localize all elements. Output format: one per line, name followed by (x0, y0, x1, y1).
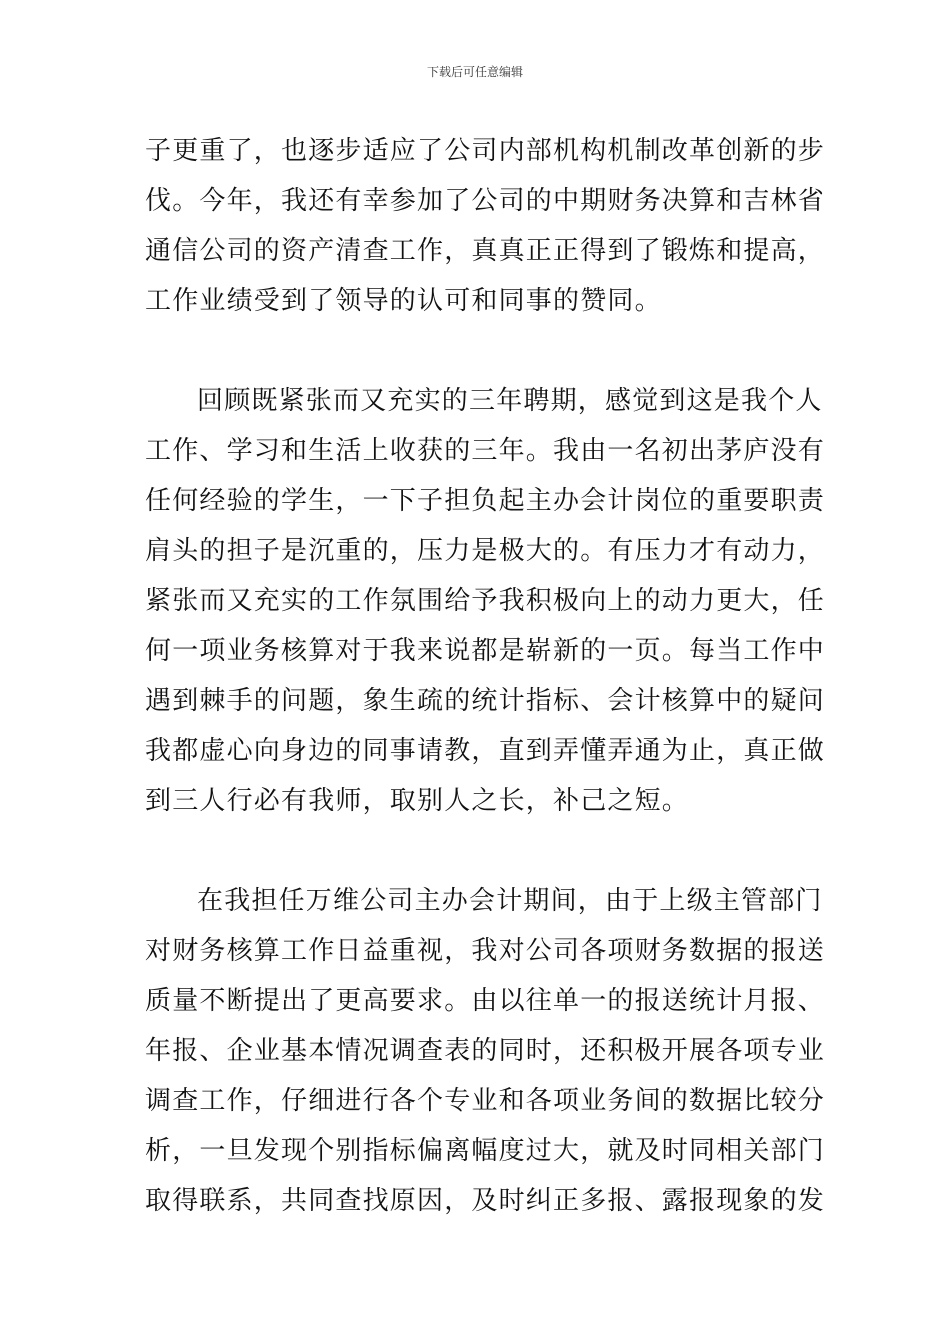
text-line: 紧张而又充实的工作氛围给予我积极向上的动力更大，任 (145, 586, 826, 616)
document-body (145, 126, 826, 1226)
text-line: 工作、学习和生活上收获的三年。我由一名初出茅庐没有 (145, 436, 826, 466)
text-line: 年报、企业基本情况调查表的同时，还积极开展各项专业 (145, 1036, 826, 1066)
text-line: 到三人行必有我师，取别人之长，补己之短。 (145, 786, 690, 816)
text-line: 遇到棘手的问题，象生疏的统计指标、会计核算中的疑问 (145, 686, 826, 716)
text-line: 对财务核算工作日益重视，我对公司各项财务数据的报送 (145, 936, 826, 966)
text-line: 取得联系，共同查找原因，及时纠正多报、露报现象的发 (145, 1186, 826, 1216)
paragraph-spacer (145, 826, 805, 876)
text-line: 肩头的担子是沉重的，压力是极大的。有压力才有动力， (145, 536, 826, 566)
paragraph-3 (145, 876, 826, 1226)
text-line: 子更重了，也逐步适应了公司内部机构机制改革创新的步 (145, 136, 826, 166)
paragraph-2 (145, 376, 826, 826)
text-line: 质量不断提出了更高要求。由以往单一的报送统计月报、 (145, 986, 826, 1016)
text-line: 通信公司的资产清查工作，真真正正得到了锻炼和提高， (145, 236, 826, 266)
text-line: 调查工作，仔细进行各个专业和各项业务间的数据比较分 (145, 1086, 826, 1116)
text-line: 析，一旦发现个别指标偏离幅度过大，就及时同相关部门 (145, 1136, 826, 1166)
text-line: 何一项业务核算对于我来说都是崭新的一页。每当工作中 (145, 636, 826, 666)
text-line: 任何经验的学生，一下子担负起主办会计岗位的重要职责 (145, 486, 826, 516)
paragraph-spacer (145, 326, 805, 376)
text-line: 我都虚心向身边的同事请教，直到弄懂弄通为止，真正做 (145, 736, 826, 766)
text-line: 伐。今年，我还有幸参加了公司的中期财务决算和吉林省 (145, 186, 826, 216)
text-line: 在我担任万维公司主办会计期间，由于上级主管部门 (197, 886, 823, 916)
page-header: 下载后可任意编辑 (426, 65, 523, 79)
paragraph-1 (145, 126, 826, 326)
text-line: 工作业绩受到了领导的认可和同事的赞同。 (145, 286, 662, 316)
text-line: 回顾既紧张而又充实的三年聘期，感觉到这是我个人 (197, 386, 823, 416)
